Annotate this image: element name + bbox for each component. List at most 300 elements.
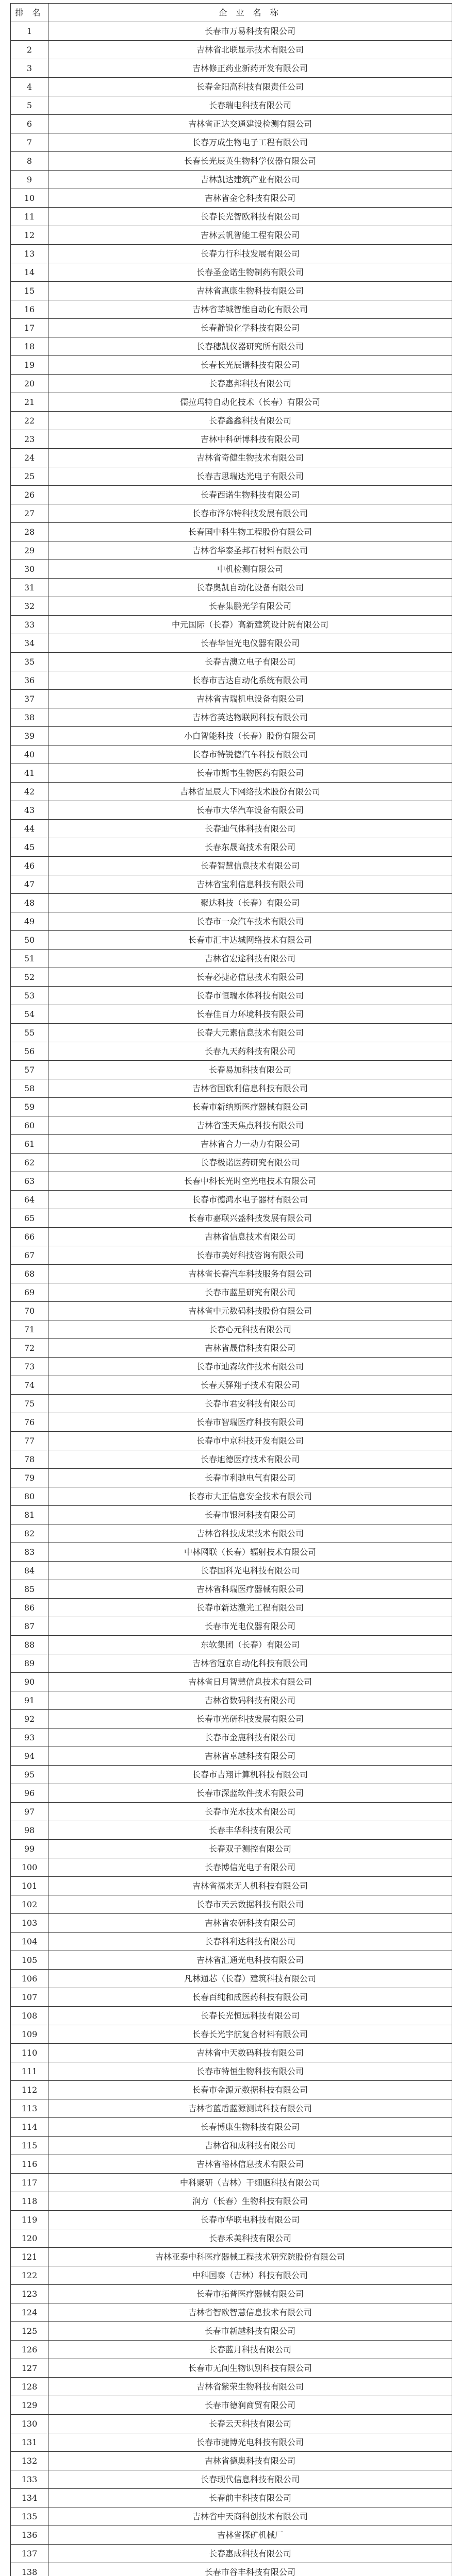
- rank-cell: 31: [11, 579, 48, 597]
- rank-cell: 11: [11, 208, 48, 226]
- rank-cell: 137: [11, 2545, 48, 2563]
- table-row: [11, 616, 452, 634]
- rank-cell: 7: [11, 133, 48, 152]
- rank-cell: 58: [11, 1079, 48, 1098]
- rank-cell: 63: [11, 1172, 48, 1191]
- table-row: [11, 1654, 452, 1673]
- rank-cell: 67: [11, 1246, 48, 1265]
- rank-cell: 64: [11, 1191, 48, 1209]
- rank-cell: 127: [11, 2359, 48, 2378]
- table-row: [11, 1172, 452, 1191]
- table-row: [11, 1710, 452, 1728]
- rank-cell: 97: [11, 1803, 48, 1821]
- rank-cell: 23: [11, 430, 48, 449]
- company-name-cell: 吉林省信息技术有限公司: [48, 1228, 452, 1246]
- table-row: [11, 1673, 452, 1691]
- rank-cell: 68: [11, 1265, 48, 1283]
- rank-cell: 41: [11, 764, 48, 783]
- rank-cell: 86: [11, 1599, 48, 1617]
- rank-cell: 62: [11, 1154, 48, 1172]
- company-name-cell: 长春西诺生物科技有限公司: [48, 486, 452, 504]
- table-row: [11, 968, 452, 987]
- rank-cell: 126: [11, 2341, 48, 2359]
- table-row: [11, 115, 452, 133]
- table-row: [11, 1728, 452, 1747]
- rank-cell: 51: [11, 950, 48, 968]
- table-row: [11, 541, 452, 560]
- company-name-cell: 长春智慧信息技术有限公司: [48, 857, 452, 875]
- table-row: [11, 1951, 452, 1970]
- rank-cell: 37: [11, 690, 48, 708]
- company-name-cell: 吉林省金仑科技有限公司: [48, 189, 452, 208]
- rank-cell: 96: [11, 1784, 48, 1803]
- table-row: [11, 2062, 452, 2081]
- company-name-cell: 长春市华联电科技有限公司: [48, 2211, 452, 2229]
- company-name-cell: 长春长光辰英生物科学仪器有限公司: [48, 152, 452, 171]
- company-name-cell: 长春市深蓝软件技术有限公司: [48, 1784, 452, 1803]
- table-row: [11, 1154, 452, 1172]
- company-name-cell: 长春云天科技有限公司: [48, 2415, 452, 2433]
- rank-column-header: 排 名: [11, 4, 48, 22]
- company-name-cell: 长春市斯韦生物医药有限公司: [48, 764, 452, 783]
- rank-cell: 55: [11, 1024, 48, 1042]
- table-row: [11, 504, 452, 523]
- table-row: [11, 1543, 452, 1562]
- rank-cell: 53: [11, 987, 48, 1005]
- company-name-cell: 中科聚研（吉林）干细胞科技有限公司: [48, 2174, 452, 2192]
- company-name-cell: 长春必捷必信息技术有限公司: [48, 968, 452, 987]
- rank-cell: 26: [11, 486, 48, 504]
- rank-cell: 98: [11, 1821, 48, 1840]
- table-row: [11, 1098, 452, 1116]
- company-name-cell: 长春市特锐德汽车科技有限公司: [48, 745, 452, 764]
- company-name-cell: 长春长光智欧科技有限公司: [48, 208, 452, 226]
- rank-cell: 112: [11, 2081, 48, 2099]
- rank-cell: 138: [11, 2563, 48, 2576]
- company-name-cell: 吉林省智欧智慧信息技术有限公司: [48, 2303, 452, 2322]
- company-name-cell: 吉林省科技成果技术有限公司: [48, 1524, 452, 1543]
- table-row: [11, 1895, 452, 1914]
- table-row: [11, 1116, 452, 1135]
- company-name-cell: 长春大元素信息技术有限公司: [48, 1024, 452, 1042]
- table-row: [11, 1376, 452, 1395]
- company-name-cell: 长春东晟高技术有限公司: [48, 838, 452, 857]
- table-row: [11, 894, 452, 912]
- company-name-cell: 中林网联（长春）辐射技术有限公司: [48, 1543, 452, 1562]
- rank-cell: 57: [11, 1061, 48, 1079]
- table-row: [11, 2192, 452, 2211]
- company-name-cell: 长春鑫鑫科技有限公司: [48, 412, 452, 430]
- company-name-cell: 长春前丰科技有限公司: [48, 2489, 452, 2507]
- rank-cell: 95: [11, 1766, 48, 1784]
- table-row: [11, 263, 452, 282]
- rank-cell: 132: [11, 2452, 48, 2470]
- table-row: [11, 300, 452, 319]
- company-name-cell: 长春国中科生物工程股份有限公司: [48, 523, 452, 541]
- company-name-cell: 长春长光辰谱科技有限公司: [48, 356, 452, 375]
- company-name-cell: 长春市恒瑞水体科技有限公司: [48, 987, 452, 1005]
- rank-cell: 59: [11, 1098, 48, 1116]
- rank-cell: 71: [11, 1320, 48, 1339]
- rank-cell: 84: [11, 1562, 48, 1580]
- company-name-cell: 吉林省中天商科创技术有限公司: [48, 2507, 452, 2526]
- company-name-cell: 长春市吉翔计算机科技有限公司: [48, 1766, 452, 1784]
- company-name-cell: 长春市吉达自动化系统有限公司: [48, 671, 452, 690]
- table-row: [11, 1562, 452, 1580]
- rank-cell: 111: [11, 2062, 48, 2081]
- rank-cell: 120: [11, 2229, 48, 2248]
- company-name-cell: 长春蓝月科技有限公司: [48, 2341, 452, 2359]
- company-name-cell: 长春博信光电子有限公司: [48, 1858, 452, 1877]
- table-row: [11, 78, 452, 96]
- table-row: [11, 783, 452, 801]
- company-name-cell: 长春天驿翔子技术有限公司: [48, 1376, 452, 1395]
- table-row: [11, 41, 452, 59]
- table-row: [11, 22, 452, 41]
- company-name-cell: 小白智能科技（长春）股份有限公司: [48, 727, 452, 745]
- company-name-cell: 长春惠成科技有限公司: [48, 2545, 452, 2563]
- company-name-cell: 吉林省英达物联网科技有限公司: [48, 708, 452, 727]
- table-row: [11, 987, 452, 1005]
- table-row: [11, 2489, 452, 2507]
- table-row: [11, 1840, 452, 1858]
- rank-cell: 21: [11, 393, 48, 412]
- company-name-cell: 吉林省晟信科技有限公司: [48, 1339, 452, 1358]
- company-name-cell: 吉林凯达建筑产业有限公司: [48, 171, 452, 189]
- table-row: [11, 2229, 452, 2248]
- table-row: [11, 393, 452, 412]
- rank-cell: 72: [11, 1339, 48, 1358]
- rank-cell: 124: [11, 2303, 48, 2322]
- rank-cell: 47: [11, 875, 48, 894]
- company-name-cell: 中元国际（长春）高新建筑设计院有限公司: [48, 616, 452, 634]
- table-row: [11, 412, 452, 430]
- table-row: [11, 467, 452, 486]
- rank-cell: 119: [11, 2211, 48, 2229]
- rank-cell: 90: [11, 1673, 48, 1691]
- company-name-cell: 长春市新越科技有限公司: [48, 2322, 452, 2341]
- rank-cell: 1: [11, 22, 48, 41]
- table-row: [11, 2359, 452, 2378]
- table-row: [11, 523, 452, 541]
- rank-cell: 12: [11, 226, 48, 245]
- rank-cell: 93: [11, 1728, 48, 1747]
- rank-cell: 65: [11, 1209, 48, 1228]
- rank-cell: 94: [11, 1747, 48, 1766]
- rank-cell: 19: [11, 356, 48, 375]
- company-name-cell: 长春佳百力环境科技有限公司: [48, 1005, 452, 1024]
- rank-cell: 81: [11, 1506, 48, 1524]
- rank-cell: 107: [11, 1988, 48, 2007]
- company-name-cell: 吉林省冠京自动化科技有限公司: [48, 1654, 452, 1673]
- table-row: [11, 1432, 452, 1450]
- rank-cell: 118: [11, 2192, 48, 2211]
- company-name-cell: 长春市美好科技咨询有限公司: [48, 1246, 452, 1265]
- company-name-cell: 长春禾美科技有限公司: [48, 2229, 452, 2248]
- rank-cell: 25: [11, 467, 48, 486]
- table-row: [11, 1469, 452, 1487]
- company-name-cell: 吉林省福来无人机科技有限公司: [48, 1877, 452, 1895]
- rank-cell: 40: [11, 745, 48, 764]
- table-row: [11, 2526, 452, 2545]
- company-name-cell: 长春市金鹿科技有限公司: [48, 1728, 452, 1747]
- table-row: [11, 1302, 452, 1320]
- table-row: [11, 1691, 452, 1710]
- company-name-cell: 长春市万易科技有限公司: [48, 22, 452, 41]
- rank-cell: 15: [11, 282, 48, 300]
- rank-cell: 121: [11, 2248, 48, 2266]
- rank-cell: 36: [11, 671, 48, 690]
- table-row: [11, 449, 452, 467]
- rank-cell: 43: [11, 801, 48, 820]
- table-row: [11, 1339, 452, 1358]
- company-name-cell: 中机检测有限公司: [48, 560, 452, 579]
- company-name-cell: 长春市智瑞医疗科技有限公司: [48, 1413, 452, 1432]
- rank-cell: 114: [11, 2118, 48, 2137]
- company-name-cell: 聚达科技（长春）有限公司: [48, 894, 452, 912]
- table-row: [11, 1933, 452, 1951]
- table-row: [11, 1766, 452, 1784]
- company-name-cell: 润方（长春）生物科技有限公司: [48, 2192, 452, 2211]
- rank-cell: 18: [11, 337, 48, 356]
- company-name-cell: 吉林省科瑞医疗器械有限公司: [48, 1580, 452, 1599]
- table-row: [11, 2452, 452, 2470]
- company-name-cell: 长春万成生物电子工程有限公司: [48, 133, 452, 152]
- company-name-cell: 中科国泰（吉林）科技有限公司: [48, 2266, 452, 2285]
- table-row: [11, 430, 452, 449]
- company-name-cell: 长春华恒光电仪器有限公司: [48, 634, 452, 653]
- rank-cell: 20: [11, 375, 48, 393]
- company-name-cell: 吉林省紫荣生物科技有限公司: [48, 2378, 452, 2396]
- table-row: [11, 634, 452, 653]
- company-name-cell: 长春百纯和成医药科技有限公司: [48, 1988, 452, 2007]
- company-name-cell: 长春长光宇航复合材料有限公司: [48, 2025, 452, 2044]
- company-name-cell: 长春长光恒远科技有限公司: [48, 2007, 452, 2025]
- rank-cell: 85: [11, 1580, 48, 1599]
- rank-cell: 35: [11, 653, 48, 671]
- table-row: [11, 2137, 452, 2155]
- table-row: [11, 912, 452, 931]
- company-name-cell: 长春市光电仪器有限公司: [48, 1617, 452, 1636]
- rank-cell: 34: [11, 634, 48, 653]
- table-row: [11, 560, 452, 579]
- table-row: [11, 375, 452, 393]
- company-name-cell: 长春市泽尔特科技发展有限公司: [48, 504, 452, 523]
- table-row: [11, 2285, 452, 2303]
- table-row: [11, 2266, 452, 2285]
- company-name-cell: 儒拉玛特自动化技术（长春）有限公司: [48, 393, 452, 412]
- table-row: [11, 2341, 452, 2359]
- table-row: [11, 208, 452, 226]
- company-name-cell: 长春市蓝星研究有限公司: [48, 1283, 452, 1302]
- company-name-cell: 长春市特恒生物科技有限公司: [48, 2062, 452, 2081]
- company-name-cell: 长春市金源元数据科技有限公司: [48, 2081, 452, 2099]
- company-name-cell: 长春丰华科技有限公司: [48, 1821, 452, 1840]
- rank-cell: 115: [11, 2137, 48, 2155]
- rank-cell: 108: [11, 2007, 48, 2025]
- company-name-cell: 长春市利驰电气有限公司: [48, 1469, 452, 1487]
- ranking-table-body: [11, 4, 452, 2576]
- company-name-cell: 长春市德鸿水电子器材有限公司: [48, 1191, 452, 1209]
- table-row: [11, 1413, 452, 1432]
- company-name-cell: 吉林省星辰大下网络技术股份有限公司: [48, 783, 452, 801]
- table-row: [11, 337, 452, 356]
- table-row: [11, 653, 452, 671]
- table-row: [11, 690, 452, 708]
- company-name-cell: 长春旭德医疗技术有限公司: [48, 1450, 452, 1469]
- table-row: [11, 2378, 452, 2396]
- table-row: [11, 2415, 452, 2433]
- rank-cell: 117: [11, 2174, 48, 2192]
- rank-cell: 75: [11, 1395, 48, 1413]
- table-row: [11, 1988, 452, 2007]
- company-name-cell: 长春静锐化学科技有限公司: [48, 319, 452, 337]
- rank-cell: 116: [11, 2155, 48, 2174]
- table-row: [11, 1858, 452, 1877]
- rank-cell: 50: [11, 931, 48, 950]
- table-row: [11, 950, 452, 968]
- table-row: [11, 2396, 452, 2415]
- rank-cell: 87: [11, 1617, 48, 1636]
- company-name-cell: 长春心元科技有限公司: [48, 1320, 452, 1339]
- table-row: [11, 2025, 452, 2044]
- table-row: [11, 1506, 452, 1524]
- company-name-cell: 长春市君安科技有限公司: [48, 1395, 452, 1413]
- table-row: [11, 1061, 452, 1079]
- rank-cell: 16: [11, 300, 48, 319]
- table-row: [11, 1265, 452, 1283]
- table-row: [11, 171, 452, 189]
- company-name-cell: 吉林省卓越科技有限公司: [48, 1747, 452, 1766]
- table-row: [11, 189, 452, 208]
- rank-cell: 3: [11, 59, 48, 78]
- company-name-cell: 吉林修正药业新药开发有限公司: [48, 59, 452, 78]
- rank-cell: 103: [11, 1914, 48, 1933]
- table-row: [11, 1320, 452, 1339]
- rank-cell: 109: [11, 2025, 48, 2044]
- rank-cell: 49: [11, 912, 48, 931]
- company-name-cell: 长春市德润商贸有限公司: [48, 2396, 452, 2415]
- rank-cell: 105: [11, 1951, 48, 1970]
- table-row: [11, 282, 452, 300]
- rank-cell: 122: [11, 2266, 48, 2285]
- table-row: [11, 1450, 452, 1469]
- rank-cell: 8: [11, 152, 48, 171]
- table-row: [11, 1580, 452, 1599]
- rank-cell: 33: [11, 616, 48, 634]
- table-row: [11, 152, 452, 171]
- company-name-cell: 长春穗凯仪器研究所有限公司: [48, 337, 452, 356]
- rank-cell: 135: [11, 2507, 48, 2526]
- table-row: [11, 1487, 452, 1506]
- company-name-cell: 长春市银河科技有限公司: [48, 1506, 452, 1524]
- table-row: [11, 1209, 452, 1228]
- rank-cell: 27: [11, 504, 48, 523]
- rank-cell: 131: [11, 2433, 48, 2452]
- table-row: [11, 2099, 452, 2118]
- table-row: [11, 2433, 452, 2452]
- company-name-cell: 东软集团（长春）有限公司: [48, 1636, 452, 1654]
- company-name-cell: 长春科利达科技有限公司: [48, 1933, 452, 1951]
- rank-cell: 89: [11, 1654, 48, 1673]
- rank-cell: 133: [11, 2470, 48, 2489]
- table-row: [11, 2081, 452, 2099]
- company-name-cell: 长春吉澳立电子有限公司: [48, 653, 452, 671]
- company-name-cell: 吉林亚泰中科医疗器械工程技术研究院股份有限公司: [48, 2248, 452, 2266]
- rank-cell: 92: [11, 1710, 48, 1728]
- table-row: [11, 356, 452, 375]
- rank-cell: 69: [11, 1283, 48, 1302]
- table-row: [11, 1617, 452, 1636]
- company-name-cell: 长春圣金诺生物制药有限公司: [48, 263, 452, 282]
- table-row: [11, 1042, 452, 1061]
- company-name-cell: 吉林省国软利信息科技有限公司: [48, 1079, 452, 1098]
- rank-cell: 100: [11, 1858, 48, 1877]
- company-name-cell: 吉林省惠康生物科技有限公司: [48, 282, 452, 300]
- table-row: [11, 1636, 452, 1654]
- company-name-cell: 吉林省正达交通建设检测有限公司: [48, 115, 452, 133]
- rank-cell: 29: [11, 541, 48, 560]
- company-name-cell: 吉林省和成科技有限公司: [48, 2137, 452, 2155]
- rank-cell: 101: [11, 1877, 48, 1895]
- rank-cell: 5: [11, 96, 48, 115]
- table-row: [11, 245, 452, 263]
- company-name-cell: 吉林省宝利信息科技有限公司: [48, 875, 452, 894]
- company-name-cell: 长春市大正信息安全技术有限公司: [48, 1487, 452, 1506]
- company-name-cell: 长春易加科技有限公司: [48, 1061, 452, 1079]
- company-name-cell: 长春现代信息科技有限公司: [48, 2470, 452, 2489]
- table-row: [11, 2118, 452, 2137]
- rank-cell: 102: [11, 1895, 48, 1914]
- table-row: [11, 1135, 452, 1154]
- company-name-cell: 长春惠邦科技有限公司: [48, 375, 452, 393]
- table-row: [11, 597, 452, 616]
- rank-cell: 45: [11, 838, 48, 857]
- table-row: [11, 1821, 452, 1840]
- table-row: [11, 2563, 452, 2576]
- table-row: [11, 2211, 452, 2229]
- table-row: [11, 764, 452, 783]
- table-row: [11, 579, 452, 597]
- company-name-cell: 长春金阳高科技有限责任公司: [48, 78, 452, 96]
- company-name-cell: 长春市中京科技开发有限公司: [48, 1432, 452, 1450]
- rank-cell: 73: [11, 1358, 48, 1376]
- table-header-row: [11, 4, 452, 22]
- company-name-cell: 长春瑞电科技有限公司: [48, 96, 452, 115]
- company-name-cell: 长春集鹏光学有限公司: [48, 597, 452, 616]
- rank-cell: 9: [11, 171, 48, 189]
- rank-cell: 66: [11, 1228, 48, 1246]
- table-row: [11, 2248, 452, 2266]
- company-name-cell: 吉林省数码科技有限公司: [48, 1691, 452, 1710]
- company-name-cell: 长春吉思瑞达光电子有限公司: [48, 467, 452, 486]
- company-name-cell: 吉林省奇健生物技术有限公司: [48, 449, 452, 467]
- company-name-cell: 长春力行科技发展有限公司: [48, 245, 452, 263]
- company-name-cell: 吉林省宏途科技有限公司: [48, 950, 452, 968]
- company-name-cell: 吉林省莲天焦点科技有限公司: [48, 1116, 452, 1135]
- rank-cell: 39: [11, 727, 48, 745]
- table-row: [11, 486, 452, 504]
- company-name-cell: 吉林省北联显示技术有限公司: [48, 41, 452, 59]
- rank-cell: 22: [11, 412, 48, 430]
- company-name-cell: 长春市天云数据科技有限公司: [48, 1895, 452, 1914]
- table-row: [11, 1877, 452, 1895]
- company-name-cell: 长春市谷丰科技有限公司: [48, 2563, 452, 2576]
- company-name-cell: 长春迪气体科技有限公司: [48, 820, 452, 838]
- table-row: [11, 1803, 452, 1821]
- table-row: [11, 96, 452, 115]
- table-row: [11, 1524, 452, 1543]
